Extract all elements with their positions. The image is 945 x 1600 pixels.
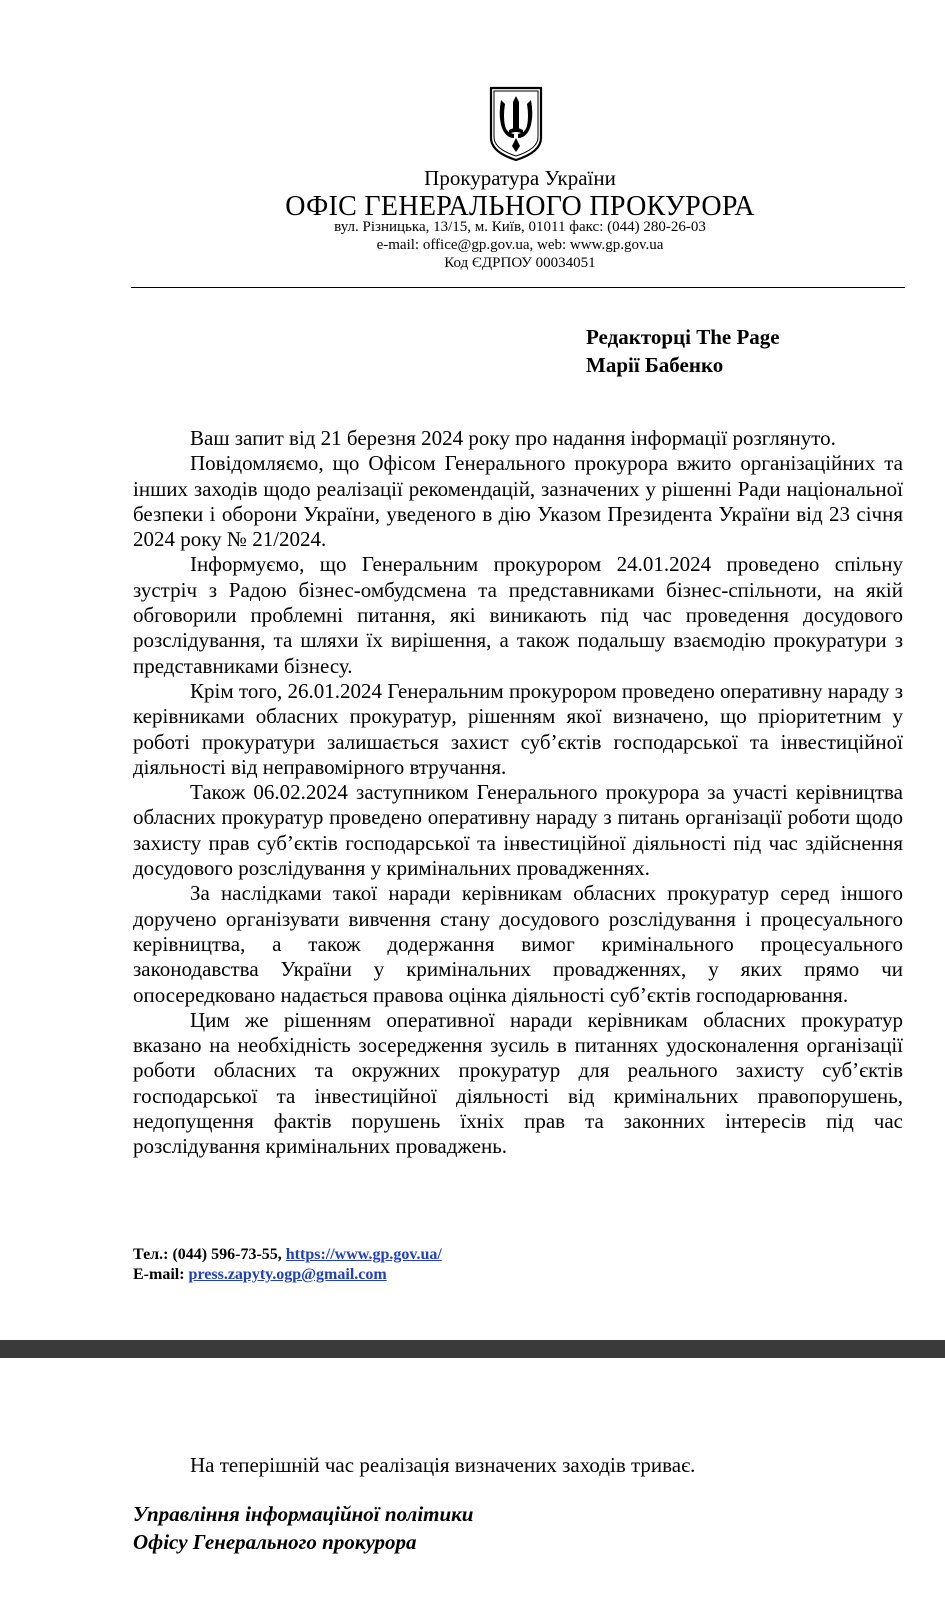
signature-block <box>133 1500 474 1556</box>
trident-coat-of-arms-icon <box>489 86 543 162</box>
page-separator <box>0 1340 945 1358</box>
website-link[interactable]: https://www.gp.gov.ua/ <box>285 1246 442 1263</box>
addressee-line-2: Марії Бабенко <box>586 353 724 377</box>
org-email-web: e-mail: office@gp.gov.ua, web: www.gp.gov.ua <box>376 237 664 253</box>
body-paragraph-7: Цим же рішенням оперативної наради керівникам обласних прокуратур вказано на необхідність зосередження зусиль в питаннях удосконалення організації роботи обласних та окружних прокуратур для реального захисту суб’єктів господарської та інвестиційної діяльності від кримінальних правопорушень, недопущення фактів порушень їхніх прав та законних інтересів під час розслідування кримінальних проваджень. <box>133 1007 903 1159</box>
footer-contact <box>133 1245 442 1285</box>
addressee-line-1: Редакторці The Page <box>586 325 780 349</box>
signature-line-2: Офісу Генерального прокурора <box>133 1530 417 1554</box>
footer-email-line <box>133 1265 442 1285</box>
email-link[interactable]: press.zapyty.ogp@gmail.com <box>188 1266 387 1283</box>
body-paragraph-3: Інформуємо, що Генеральним прокурором 24.01.2024 проведено спільну зустріч з Радою бізнес-омбудсмена та представниками бізнес-спільноти, на якій обговорили проблемні питання, які виникають під час проведення досудового розслідування, та шляхи їх вирішення, а також подальшу взаємодію прокуратури з представниками бізнесу. <box>133 552 903 678</box>
footer-tel-line <box>133 1245 442 1265</box>
footer-email-label: E-mail: <box>133 1266 189 1283</box>
body-paragraph-6: За наслідками такої наради керівникам обласних прокуратур серед іншого доручено організувати вивчення стану досудового розслідування і процесуального керівництва, а також додержання вимог кримінального процесуального законодавства України у кримінальних провадженнях, у яких прямо чи опосередковано надається правова оцінка діяльності суб’єктів господарювання. <box>133 881 903 1007</box>
footer-tel: Тел.: (044) 596-73-55, <box>133 1246 286 1263</box>
body-paragraph-4: Крім того, 26.01.2024 Генеральним прокурором проведено оперативну нараду з керівниками обласних прокуратур, рішенням якої визначено, що пріоритетним у роботі прокуратури залишається захист суб’єктів господарської та інвестиційної діяльності від неправомірного втручання. <box>133 678 903 779</box>
addressee-block <box>586 323 780 379</box>
final-statement: На теперішній час реалізація визначених заходів триває. <box>190 1453 696 1477</box>
org-title: ОФІС ГЕНЕРАЛЬНОГО ПРОКУРОРА <box>285 191 755 222</box>
org-edrpou: Код ЄДРПОУ 00034051 <box>444 255 596 271</box>
org-subtitle: Прокуратура України <box>424 166 616 190</box>
body-paragraph-1: Ваш запит від 21 березня 2024 року про надання інформації розглянуто. <box>190 426 836 450</box>
header-divider <box>131 287 905 288</box>
body-paragraph-5: Також 06.02.2024 заступником Генерального прокурора за участі керівництва обласних прокуратур проведено оперативну нараду з питань організації роботи щодо захисту прав суб’єктів господарської та інвестиційної діяльності під час здійснення досудового розслідування у кримінальних провадженнях. <box>133 780 903 881</box>
letter-body <box>133 426 903 1160</box>
body-paragraph-2: Повідомляємо, що Офісом Генерального прокурора вжито організаційних та інших заходів щодо реалізації рекомендацій, зазначених у рішенні Ради національної безпеки і оборони України, уведеного в дію Указом Президента України від 23 січня 2024 року № 21/2024. <box>133 451 903 552</box>
signature-line-1: Управління інформаційної політики <box>133 1502 474 1526</box>
org-address: вул. Різницька, 13/15, м. Київ, 01011 факс: (044) 280-26-03 <box>334 219 706 235</box>
